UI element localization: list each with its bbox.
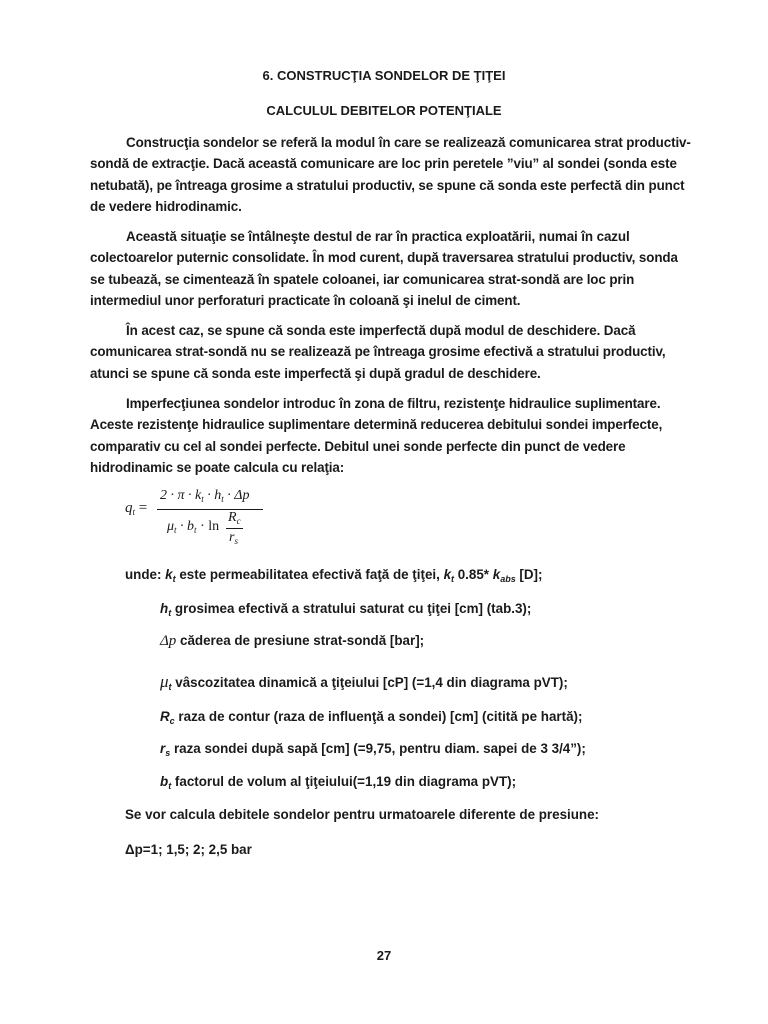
definition-dp: Δp căderea de presiune strat-sondă [bar]; (160, 633, 425, 649)
definition-rc: $R_c$ raza de contur (raza de influenţă a sondei) [cm] (citită pe hartă); (160, 709, 583, 726)
closing-sentence: Se vor calcula debitele sondelor pentru urmatoarele diferente de presiune: (125, 807, 600, 822)
definition-kt: unde: $k_t$ este permeabilitatea efectivă faţă de ţiţei, $k_t$ 0.85* $k_{abs}$ [D]; (125, 567, 543, 584)
formula-denominator: $\mu_t \cdot b_t \cdot \ln$ (167, 519, 220, 535)
section-subtitle: CALCULUL DEBITELOR POTENŢIALE (266, 103, 502, 118)
chapter-title: 6. CONSTRUCŢIA SONDELOR DE ŢIŢEI (262, 68, 506, 83)
document-page: 6. CONSTRUCŢIA SONDELOR DE ŢIŢEI CALCULUL DEBITELOR POTENŢIALE Construcţia sondelor se referă la modul în care se realizează comunicarea strat productiv-sondă de extracţie. Dacă această comunicare are loc prin peretele ”viu” al sondei (sonda este netubată), pe întreaga grosime a stratului productiv, se spune că sonda este perfectă din punct de vedere hidrodinamic. Această situaţie se întâlneşte destul de rar în practica exploatării, numai în cazul colectoarelor puternic consolidate. În mod curent, după traversarea stratului productiv, sonda se tubează, se cimentează în spatele coloanei, iar comunicarea strat-sondă are loc prin intermediul unor perforaturi practicate în coloană şi inelul de ciment. În acest caz, se spune că sonda este imperfectă după modul de deschidere. Dacă comunicarea strat-sondă nu se realizează pe întreaga grosime efectivă a stratului productiv, atunci se spune că sonda este imperfectă şi după gradul de deschidere. Imperfecţiunea sondelor introduc în zona de filtru, rezistenţe hidraulice suplimentare. Aceste rezistenţe hidraulice suplimentare determină reducerea debitului sondei imperfecte, comparativ cu cel al sondei perfecte. Debitul unei sonde perfecte din punct de vedere hidrodinamic se poate calcula cu relaţia: $q_t$ = $2 \cdot \pi \cdot k_t \cdot h_t \cdot \Delta p$ $\mu_t \cdot b_t \cdot \ln$ $R_c$ $r_s$ unde: $k_t$ este permeabilitatea efectivă faţă de ţiţei, $k_t$ 0.85* $k_{abs}$ [D]; $h_t$ grosimea efectivă a stratului saturat cu ţiţei [cm] (tab.3); Δp căderea de presiune strat-sondă [bar]; $\mu_t$ vâscozitatea dinamică a ţiţeiului [cP] (=1,4 din diagrama pVT); $R_c$ raza de contur (raza de influenţă a sondei) [cm] (citită pe hartă); $r_s$ raza sondei după sapă [cm] (=9,75, pentru diam. sapei de 3 3/4”); $b_t$ factorul de volum al ţiţeiului(=1,19 din diagrama pVT); Se vor calcula debitele sondelor pentru urmatoarele diferente de presiune: Δp=1; 1,5; 2; 2,5 bar 27 (0, 0, 768, 1024)
page-number: 27 (376, 948, 392, 963)
formula-numerator: $2 \cdot \pi \cdot k_t \cdot h_t \cdot \Delta p$ (160, 488, 250, 504)
paragraph-1: Construcţia sondelor se referă la modul în care se realizează comunicarea strat productiv-sondă de extracţie. Dacă această comunicare are loc prin peretele ”viu” al sondei (sonda este netubată), pe întreaga grosime a stratului productiv, se spune că sonda este perfectă din punct de vedere hidrodinamic. (90, 135, 691, 214)
definition-mu: $\mu_t$ vâscozitatea dinamică a ţiţeiului [cP] (=1,4 din diagrama pVT); (160, 672, 568, 692)
fraction-bar (157, 509, 263, 510)
paragraph-3: În acest caz, se spune că sonda este imperfectă după modul de deschidere. Dacă comunicarea strat-sondă nu se realizează pe întreaga grosime efectivă a stratului productiv, atunci se spune că sonda este imperfectă şi după gradul de deschidere. (90, 323, 666, 381)
formula-rs: $r_s$ (229, 530, 238, 546)
paragraph-4: Imperfecţiunea sondelor introduc în zona de filtru, rezistenţe hidraulice suplimentare. Aceste rezistenţe hidraulice suplimentare determină reducerea debitului sondei imperfecte, comparativ cu cel al sondei perfecte. Debitul unei sonde perfecte din punct de vedere hidrodinamic se poate calcula cu relaţia: (90, 396, 663, 475)
pressure-values: Δp=1; 1,5; 2; 2,5 bar (125, 842, 252, 857)
formula-rc: $R_c$ (228, 510, 241, 526)
definition-ht: $h_t$ grosimea efectivă a stratului saturat cu ţiţei [cm] (tab.3); (160, 601, 532, 618)
definition-rs: $r_s$ raza sondei după sapă [cm] (=9,75, pentru diam. sapei de 3 3/4”); (160, 741, 586, 758)
definition-bt: $b_t$ factorul de volum al ţiţeiului(=1,19 din diagrama pVT); (160, 774, 517, 791)
paragraph-2: Această situaţie se întâlneşte destul de rar în practica exploatării, numai în cazul colectoarelor puternic consolidate. În mod curent, după traversarea stratului productiv, sonda se tubează, se cimentează în spatele coloanei, iar comunicarea strat-sondă are loc prin intermediul unor perforaturi practicate în coloană şi inelul de ciment. (90, 229, 678, 308)
